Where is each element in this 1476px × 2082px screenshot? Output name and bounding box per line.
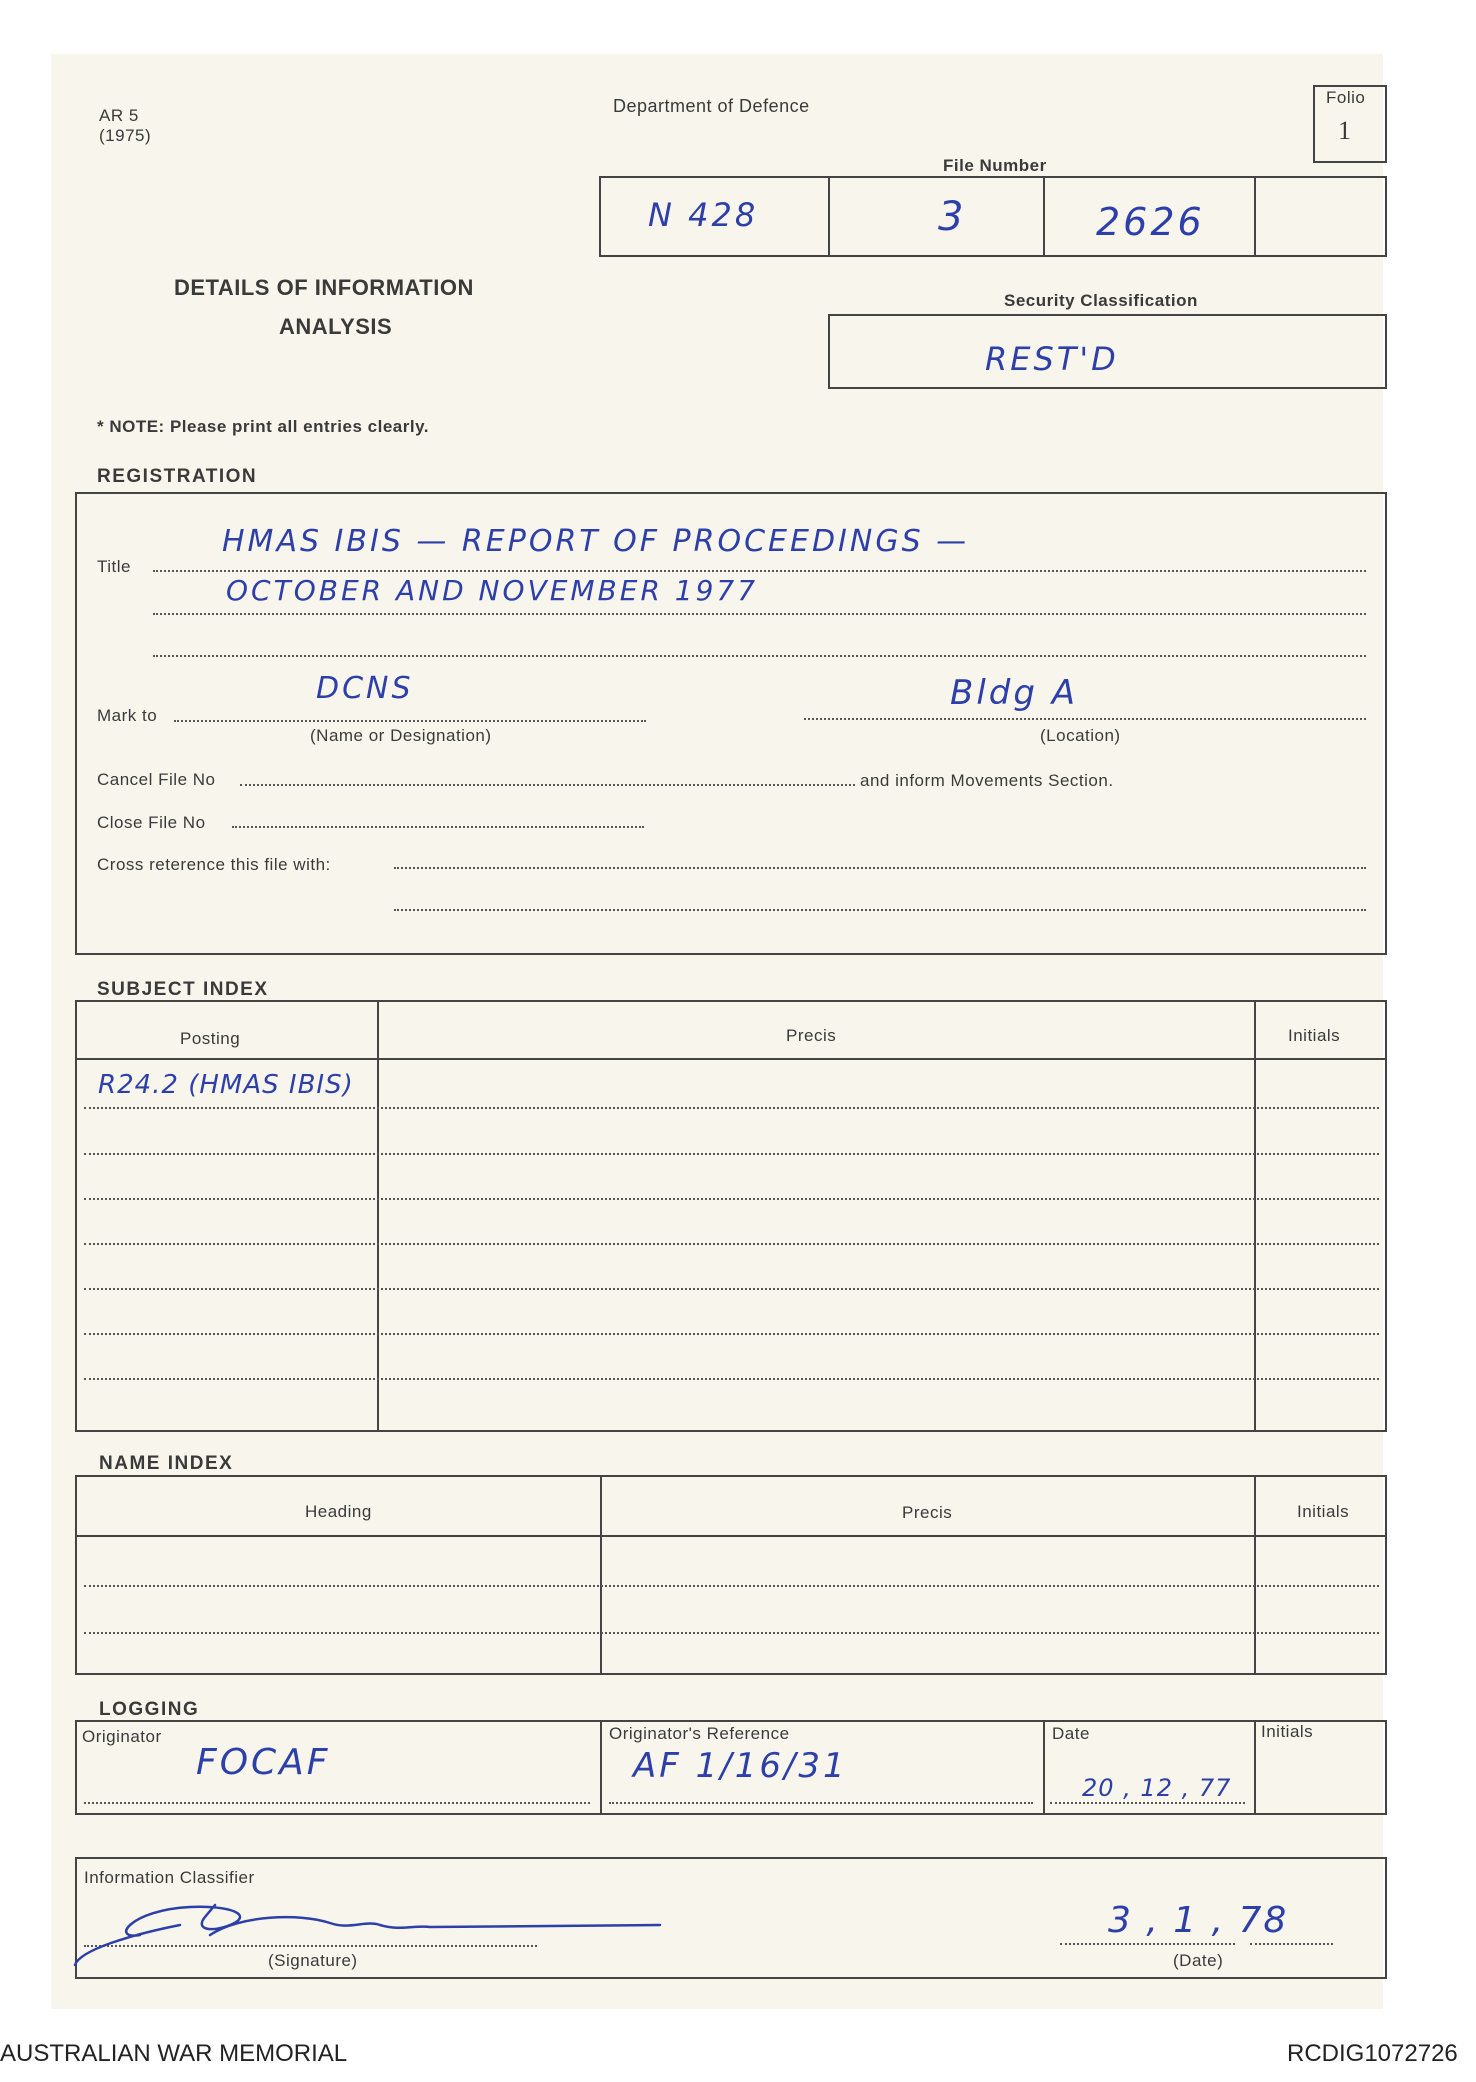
information-classifier-label: Information Classifier — [84, 1868, 255, 1887]
title-line-3 — [153, 655, 1366, 657]
print-clearly-note: * NOTE: Please print all entries clearly. — [97, 417, 429, 436]
name-index-divider-1 — [600, 1475, 602, 1675]
name-index-header-precis: Precis — [902, 1503, 953, 1522]
form-year: (1975) — [99, 126, 152, 145]
security-classification-label: Security Classification — [1004, 291, 1198, 310]
subject-index-row-line — [84, 1107, 1379, 1109]
subject-index-header-rule — [75, 1058, 1387, 1060]
classifier-date-line-1 — [1060, 1943, 1235, 1945]
subject-index-section-label: SUBJECT INDEX — [97, 979, 269, 1000]
originator-reference-value: AF 1/16/31 — [633, 1746, 848, 1786]
name-index-row-line — [84, 1585, 1379, 1587]
name-index-section-label: NAME INDEX — [99, 1453, 234, 1474]
footer-right-text: RCDIG1072726 — [1287, 2040, 1458, 2067]
name-index-divider-2 — [1254, 1475, 1256, 1675]
close-file-line — [232, 826, 644, 828]
originator-reference-label: Originator's Reference — [609, 1724, 790, 1743]
folio-number: 1 — [1338, 116, 1352, 145]
name-index-row-line — [84, 1632, 1379, 1634]
title-handwriting-line-1: HMAS IBIS — REPORT OF PROCEEDINGS — — [222, 524, 970, 559]
logging-date-line — [1050, 1802, 1245, 1804]
subject-index-divider-2 — [1254, 1000, 1256, 1432]
title-line-2 — [153, 613, 1366, 615]
originator-label: Originator — [82, 1727, 162, 1746]
cross-reference-label: Cross reterence this file with: — [97, 855, 331, 874]
name-index-header-heading: Heading — [305, 1502, 372, 1521]
location-caption: (Location) — [1040, 726, 1121, 745]
subject-index-header-posting: Posting — [180, 1029, 241, 1048]
name-index-table — [75, 1475, 1387, 1675]
logging-section-label: LOGGING — [99, 1699, 200, 1720]
file-number-label: File Number — [943, 156, 1047, 175]
classifier-date-caption: (Date) — [1173, 1951, 1224, 1970]
cancel-file-label: Cancel File No — [97, 770, 216, 789]
footer-left-text: AUSTRALIAN WAR MEMORIAL — [0, 2040, 348, 2067]
subject-index-row-line — [84, 1153, 1379, 1155]
title-handwriting-line-2: OCTOBER AND NOVEMBER 1977 — [226, 574, 759, 607]
title-label: Title — [97, 557, 131, 576]
subject-index-row-line — [84, 1378, 1379, 1380]
security-classification-value: REST'D — [985, 340, 1119, 378]
logging-divider-2 — [1043, 1720, 1045, 1815]
name-designation-caption: (Name or Designation) — [310, 726, 492, 745]
originator-line — [84, 1802, 590, 1804]
logging-date-label: Date — [1052, 1724, 1090, 1743]
cross-reference-line-2 — [394, 909, 1366, 911]
close-file-label: Close File No — [97, 813, 206, 832]
classifier-date-line-2 — [1250, 1943, 1333, 1945]
classifier-date-value: 3 , 1 , 78 — [1108, 1900, 1289, 1941]
file-number-divider-2 — [1043, 176, 1045, 257]
name-index-header-rule — [75, 1535, 1387, 1537]
mark-to-name-line — [174, 720, 646, 722]
mark-to-location-value: Bldg A — [950, 673, 1079, 713]
originator-value: FOCAF — [196, 1742, 331, 1783]
registration-section-label: REGISTRATION — [97, 466, 258, 487]
subject-index-row-line — [84, 1243, 1379, 1245]
subject-index-posting-value: R24.2 (HMAS IBIS) — [98, 1070, 354, 1100]
file-number-part-3: 2626 — [1096, 200, 1205, 244]
subject-index-header-precis: Precis — [786, 1026, 837, 1045]
file-number-part-2: 3 — [938, 194, 967, 240]
form-title-line-1: DETAILS OF INFORMATION — [174, 275, 474, 300]
originator-reference-line — [609, 1802, 1033, 1804]
logging-initials-label: Initials — [1261, 1722, 1314, 1741]
mark-to-location-line — [804, 718, 1366, 720]
logging-divider-3 — [1254, 1720, 1256, 1815]
signature-caption: (Signature) — [268, 1951, 358, 1970]
subject-index-divider-1 — [377, 1000, 379, 1432]
title-line-1 — [153, 570, 1366, 572]
logging-divider-1 — [600, 1720, 602, 1815]
cancel-file-suffix: and inform Movements Section. — [860, 771, 1114, 790]
cancel-file-line — [240, 784, 855, 786]
name-index-header-initials: Initials — [1297, 1502, 1350, 1521]
logging-date-value: 20 , 12 , 77 — [1082, 1774, 1232, 1802]
cross-reference-line-1 — [394, 867, 1366, 869]
subject-index-row-line — [84, 1198, 1379, 1200]
form-title-line-2: ANALYSIS — [279, 314, 393, 339]
file-number-divider-3 — [1254, 176, 1256, 257]
file-number-part-1: N 428 — [648, 196, 759, 234]
signature-graphic — [70, 1895, 670, 1975]
form-code: AR 5 — [99, 106, 139, 125]
subject-index-header-initials: Initials — [1288, 1026, 1341, 1045]
department-name: Department of Defence — [613, 96, 810, 116]
mark-to-label: Mark to — [97, 706, 158, 725]
subject-index-row-line — [84, 1288, 1379, 1290]
subject-index-table — [75, 1000, 1387, 1432]
registration-box — [75, 492, 1387, 955]
subject-index-row-line — [84, 1333, 1379, 1335]
file-number-divider-1 — [828, 176, 830, 257]
mark-to-name-value: DCNS — [316, 671, 414, 706]
folio-label: Folio — [1326, 88, 1366, 107]
